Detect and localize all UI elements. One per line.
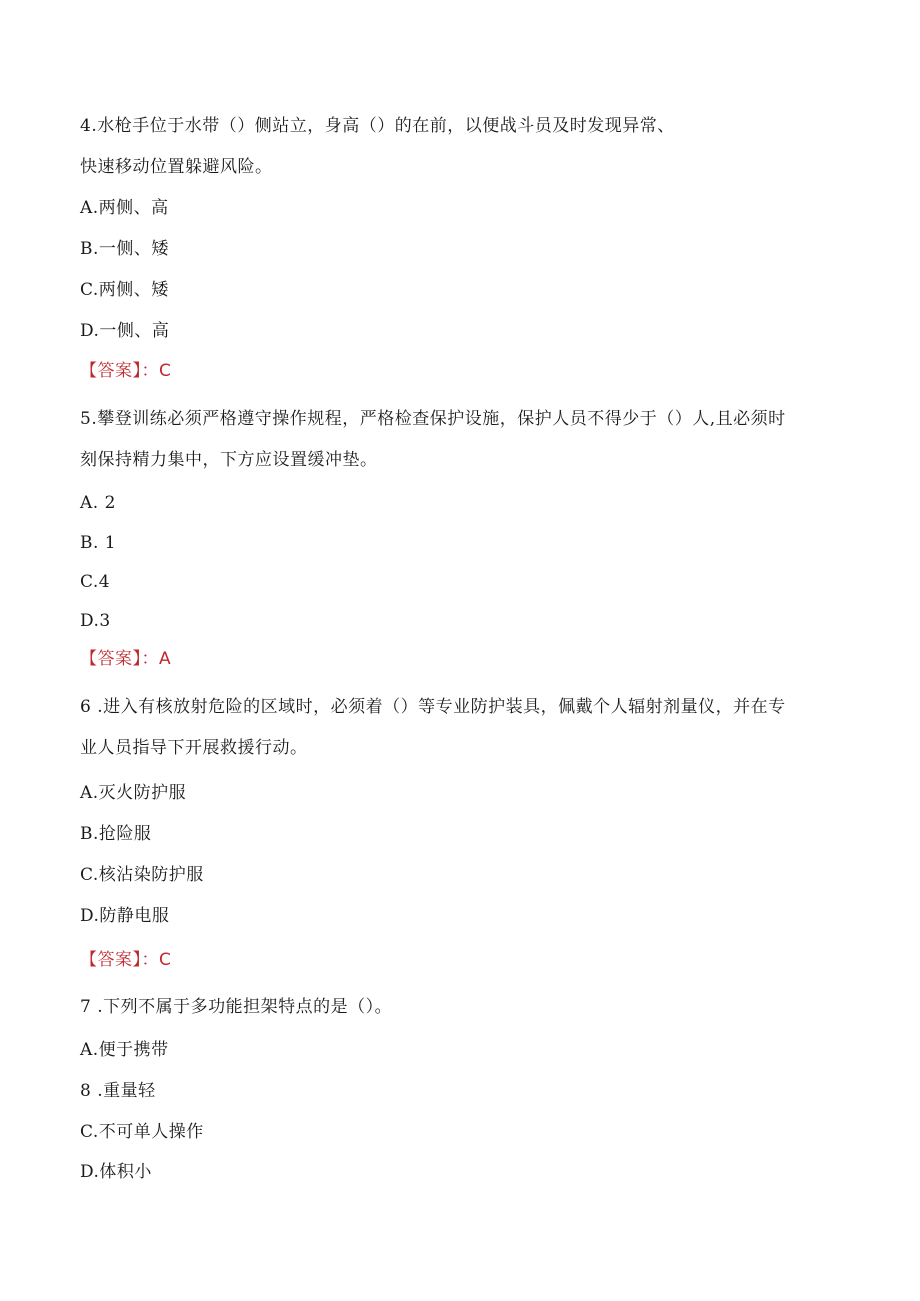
question-4-option-a: A.两侧、高 (80, 198, 169, 218)
question-7-option-d: D.体积小 (80, 1162, 152, 1182)
question-7-option-c: C.不可单人操作 (80, 1122, 204, 1142)
question-6-option-a: A.灭火防护服 (80, 783, 187, 803)
question-5-text-line-2: 刻保持精力集中，下方应设置缓冲垫。 (80, 450, 378, 470)
question-5-text-line-1: 5.攀登训练必须严格遵守操作规程，严格检查保护设施，保护人员不得少于（）人,且必须时 (80, 409, 786, 429)
question-5-option-b: B. 1 (80, 533, 117, 553)
question-6-option-c: C.核沾染防护服 (80, 865, 204, 885)
question-4-text-line-1: 4.水枪手位于水带（）侧站立，身高（）的在前，以便战斗员及时发现异常、 (80, 116, 675, 136)
question-7-option-a: A.便于携带 (80, 1040, 169, 1060)
question-6-answer: 【答案】：C (80, 950, 172, 970)
question-6-option-b: B.抢险服 (80, 824, 152, 844)
question-4-text-line-2: 快速移动位置躲避风险。 (80, 157, 273, 177)
question-7-option-b: 8 .重量轻 (80, 1081, 156, 1101)
question-5-option-d: D.3 (80, 611, 111, 631)
question-6-text-line-2: 业人员指导下开展救援行动。 (80, 738, 308, 758)
question-5-answer: 【答案】：A (80, 649, 172, 669)
question-5-option-c: C.4 (80, 572, 111, 592)
question-7-text-line-1: 7 .下列不属于多功能担架特点的是（）。 (80, 997, 393, 1017)
question-4-option-b: B.一侧、矮 (80, 239, 169, 259)
question-4-answer: 【答案】：C (80, 361, 172, 381)
question-4-option-c: C.两侧、矮 (80, 280, 169, 300)
question-6-text-line-1: 6 .进入有核放射危险的区域时，必须着（）等专业防护装具，佩戴个人辐射剂量仪，并在专 (80, 697, 786, 717)
question-6-option-d: D.防静电服 (80, 906, 170, 926)
question-4-option-d: D.一侧、高 (80, 321, 170, 341)
question-5-option-a: A. 2 (80, 493, 116, 513)
